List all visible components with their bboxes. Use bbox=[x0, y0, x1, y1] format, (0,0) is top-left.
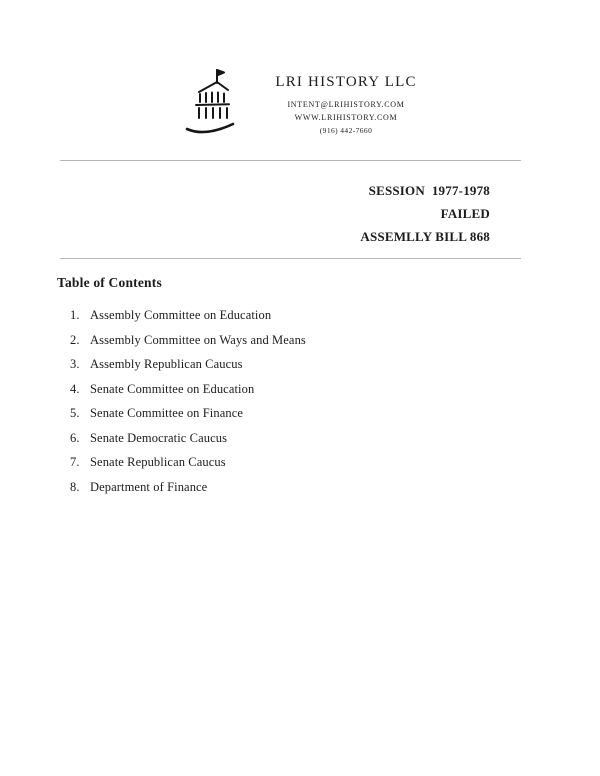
toc-item-number: 7. bbox=[70, 455, 80, 469]
divider-top bbox=[60, 160, 521, 161]
toc-item bbox=[70, 333, 306, 358]
toc-list bbox=[70, 308, 306, 504]
company-phone: (916) 442-7660 bbox=[319, 126, 373, 135]
toc-item-number: 2. bbox=[70, 332, 80, 347]
toc-item bbox=[70, 431, 306, 456]
toc-item bbox=[70, 455, 306, 480]
toc-item-label: Assembly Republican Caucus bbox=[90, 357, 243, 371]
toc-item bbox=[70, 480, 306, 505]
session-line: SESSION 1977-1978 bbox=[368, 183, 490, 198]
toc-item-number: 3. bbox=[70, 357, 80, 371]
bill-header bbox=[360, 179, 490, 248]
letterhead-text bbox=[275, 62, 416, 137]
toc-title: Table of Contents bbox=[57, 275, 162, 290]
company-name: LRI HISTORY LLC bbox=[275, 74, 417, 90]
bill-number-line: ASSEMLLY BILL 868 bbox=[360, 229, 490, 244]
capitol-building-sketch-icon bbox=[183, 66, 239, 140]
toc-item bbox=[70, 357, 306, 382]
divider-bottom bbox=[60, 258, 521, 259]
toc-item-label: Assembly Committee on Education bbox=[90, 308, 272, 322]
toc-item-label: Assembly Committee on Ways and Means bbox=[90, 332, 306, 347]
toc-item-label: Senate Republican Caucus bbox=[90, 455, 226, 469]
toc-item bbox=[70, 382, 306, 407]
toc-item bbox=[70, 406, 306, 431]
toc-item-label: Senate Democratic Caucus bbox=[90, 430, 228, 445]
toc-item-label: Senate Committee on Education bbox=[90, 381, 255, 396]
status-line: FAILED bbox=[440, 206, 490, 221]
toc-item-label: Senate Committee on Finance bbox=[90, 406, 244, 420]
toc-item-number: 5. bbox=[70, 406, 80, 420]
toc-item-number: 8. bbox=[70, 479, 80, 494]
toc-item-number: 1. bbox=[70, 308, 80, 322]
toc-item-number: 6. bbox=[70, 430, 80, 445]
company-email: INTENT@LRIHISTORY.COM bbox=[287, 100, 405, 109]
toc-item-number: 4. bbox=[70, 381, 80, 396]
toc-item-label: Department of Finance bbox=[90, 479, 208, 494]
toc-item bbox=[70, 308, 306, 333]
letterhead bbox=[0, 62, 600, 140]
company-website: WWW.LRIHISTORY.COM bbox=[294, 113, 398, 122]
